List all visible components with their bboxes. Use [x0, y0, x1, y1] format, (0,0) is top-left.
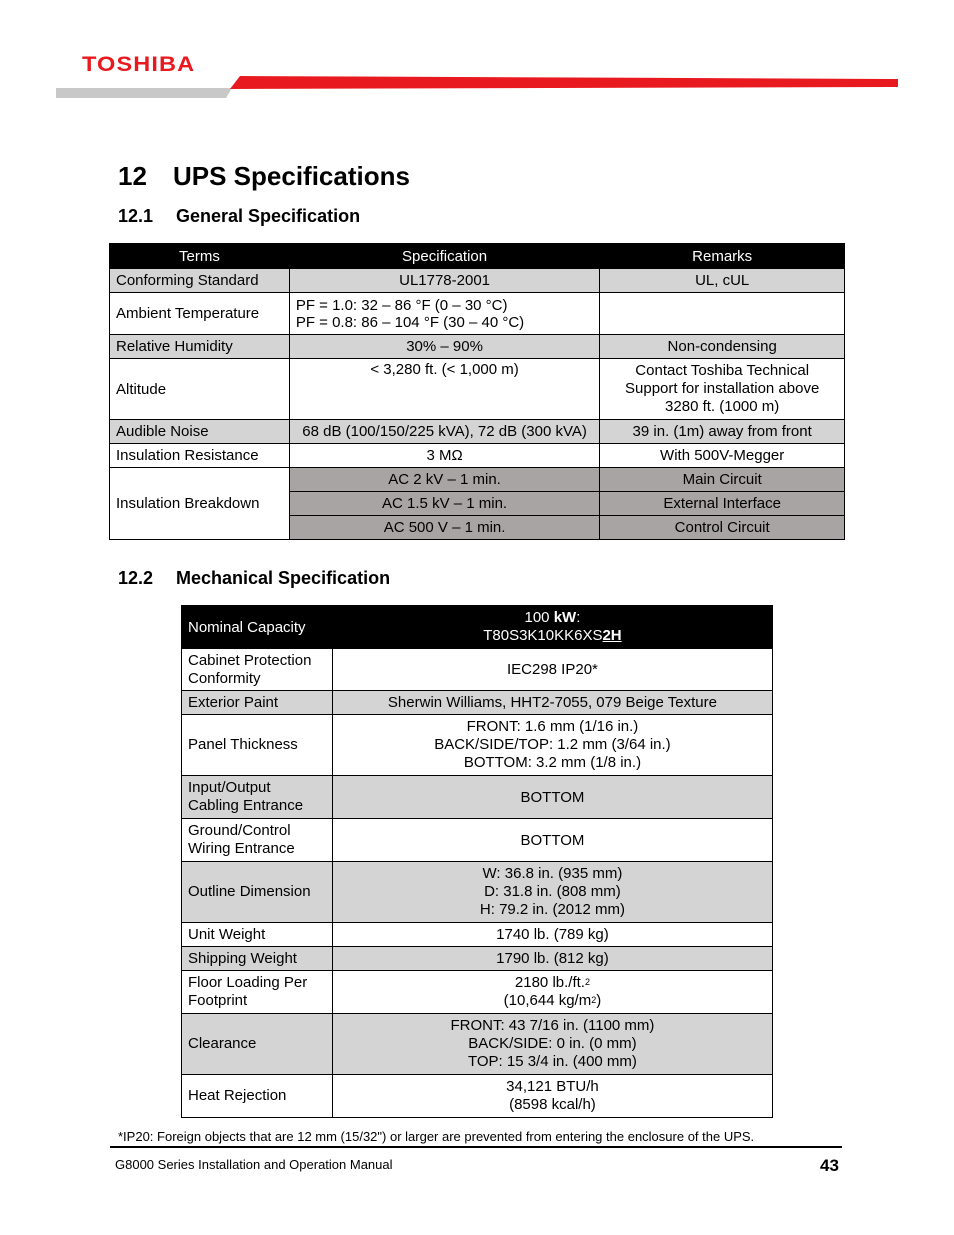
- remarks-line: Contact Toshiba Technical: [635, 362, 810, 379]
- label-cell: Heat Rejection: [182, 1075, 333, 1118]
- page-number: 43: [820, 1156, 839, 1175]
- model-number: [339, 627, 766, 645]
- table-row: [110, 269, 845, 293]
- remarks-cell: With 500V-Megger: [600, 444, 845, 468]
- table-header-row: [110, 244, 845, 269]
- value-text: (10,644 kg/m: [503, 992, 592, 1009]
- remarks-line: Support for installation above: [625, 380, 820, 397]
- value-text: 2180 lb./ft.: [514, 974, 585, 991]
- value-cell: [332, 1014, 772, 1075]
- value-cell: 1740 lb. (789 kg): [332, 923, 772, 947]
- term-cell: Ambient Temperature: [110, 293, 290, 335]
- value-line: H: 79.2 in. (2012 mm): [479, 901, 625, 918]
- chapter-heading: [118, 161, 410, 192]
- remarks-cell: Main Circuit: [600, 468, 845, 492]
- table-row: [110, 444, 845, 468]
- chapter-number: 12: [118, 161, 147, 191]
- value-line: D: 31.8 in. (808 mm): [484, 883, 621, 900]
- value-line: FRONT: 1.6 mm (1/16 in.): [466, 718, 639, 735]
- value-cell: IEC298 IP20*: [332, 649, 772, 691]
- table-header-row: [182, 606, 773, 649]
- spec-cell: 3 MΩ: [289, 444, 600, 468]
- label-cell: [182, 649, 333, 691]
- section-number: 12.2: [118, 568, 154, 588]
- label-cell: Unit Weight: [182, 923, 333, 947]
- value-cell: [332, 971, 772, 1014]
- label-line: Footprint: [188, 992, 248, 1009]
- spec-line: PF = 1.0: 32 – 86 °F (0 – 30 °C): [295, 296, 508, 314]
- model-prefix: T80S3K10KK6XS: [483, 627, 603, 644]
- superscript: 2: [591, 995, 597, 1005]
- spec-line: PF = 0.8: 86 – 104 °F (30 – 40 °C): [295, 313, 525, 331]
- capacity-number: 100: [524, 609, 554, 626]
- table-row: [182, 776, 773, 819]
- table-row: [110, 468, 845, 492]
- value-line: [339, 974, 766, 992]
- label-line: Input/Output: [188, 779, 271, 796]
- label-line: Conformity: [188, 669, 261, 687]
- value-line: [339, 992, 766, 1010]
- label-line: Floor Loading Per: [188, 974, 308, 991]
- footer-divider: [110, 1146, 842, 1148]
- table-row: [182, 1014, 773, 1075]
- term-cell: Insulation Breakdown: [110, 468, 290, 540]
- table-row: [182, 649, 773, 691]
- table-row: [182, 819, 773, 862]
- table-row: [182, 947, 773, 971]
- label-cell: Clearance: [182, 1014, 333, 1075]
- label-line: Cabling Entrance: [188, 797, 304, 814]
- label-cell: Shipping Weight: [182, 947, 333, 971]
- footnote: *IP20: Foreign objects that are 12 mm (15/32") or larger are prevented from entering the enclosure of the UPS.: [118, 1129, 755, 1144]
- value-line: BACK/SIDE/TOP: 1.2 mm (3/64 in.): [434, 736, 671, 753]
- spec-cell: [289, 293, 600, 335]
- table-row: [182, 862, 773, 923]
- section-number: 12.1: [118, 206, 154, 226]
- column-header: [332, 606, 772, 649]
- section-title: Mechanical Specification: [176, 568, 391, 588]
- value-line: TOP: 15 3/4 in. (400 mm): [467, 1053, 637, 1070]
- value-cell: BOTTOM: [332, 776, 772, 819]
- manual-title: G8000 Series Installation and Operation Manual: [115, 1157, 393, 1172]
- table-row: [182, 691, 773, 715]
- value-cell: [332, 715, 772, 776]
- table-row: [110, 359, 845, 420]
- column-header: Terms: [110, 244, 290, 269]
- remarks-cell: UL, cUL: [600, 269, 845, 293]
- capacity-value: [339, 609, 766, 627]
- label-cell: Exterior Paint: [182, 691, 333, 715]
- remarks-cell: Control Circuit: [600, 516, 845, 540]
- header-bar-red: [230, 76, 898, 89]
- label-cell: [182, 971, 333, 1014]
- remarks-cell: 39 in. (1m) away from front: [600, 420, 845, 444]
- term-cell: Audible Noise: [110, 420, 290, 444]
- remarks-line: 3280 ft. (1000 m): [665, 398, 780, 415]
- table-row: [110, 335, 845, 359]
- value-line: W: 36.8 in. (935 mm): [482, 865, 623, 882]
- capacity-unit: kW: [553, 609, 577, 626]
- column-header: Nominal Capacity: [182, 606, 333, 649]
- value-cell: [332, 862, 772, 923]
- label-cell: Outline Dimension: [182, 862, 333, 923]
- chapter-title: UPS Specifications: [173, 161, 410, 191]
- value-line: BACK/SIDE: 0 in. (0 mm): [468, 1035, 637, 1052]
- spec-cell: AC 2 kV – 1 min.: [289, 468, 600, 492]
- mechanical-spec-table: [181, 605, 773, 1118]
- table-row: [110, 420, 845, 444]
- section-heading-mechanical: [118, 568, 390, 589]
- table-row: [182, 923, 773, 947]
- label-line: Cabinet Protection: [188, 651, 312, 669]
- spec-cell: 68 dB (100/150/225 kVA), 72 dB (300 kVA): [289, 420, 600, 444]
- table-row: [182, 1075, 773, 1118]
- term-cell: Insulation Resistance: [110, 444, 290, 468]
- spec-cell: AC 1.5 kV – 1 min.: [289, 492, 600, 516]
- label-line: Ground/Control: [188, 822, 291, 839]
- section-heading-general: [118, 206, 360, 227]
- label-cell: [182, 819, 333, 862]
- value-line: FRONT: 43 7/16 in. (1100 mm): [450, 1017, 655, 1034]
- column-header: Specification: [289, 244, 600, 269]
- table-row: [182, 971, 773, 1014]
- spec-cell: < 3,280 ft. (< 1,000 m): [289, 359, 600, 420]
- spec-cell: UL1778-2001: [289, 269, 600, 293]
- header-bar-gray: [56, 88, 232, 98]
- header-bar: [56, 76, 898, 98]
- remarks-cell: [600, 293, 845, 335]
- label-cell: [182, 776, 333, 819]
- value-line: 34,121 BTU/h: [506, 1078, 599, 1095]
- value-cell: 1790 lb. (812 kg): [332, 947, 772, 971]
- table-row: [182, 715, 773, 776]
- value-line: BOTTOM: 3.2 mm (1/8 in.): [463, 754, 642, 771]
- label-line: Wiring Entrance: [188, 840, 295, 857]
- section-title: General Specification: [176, 206, 361, 226]
- column-header: Remarks: [600, 244, 845, 269]
- remarks-cell: [600, 359, 845, 420]
- remarks-cell: External Interface: [600, 492, 845, 516]
- value-text: ): [596, 992, 602, 1009]
- value-cell: [332, 1075, 772, 1118]
- model-suffix: 2H: [602, 627, 622, 644]
- capacity-colon: :: [576, 609, 581, 626]
- label-cell: Panel Thickness: [182, 715, 333, 776]
- remarks-cell: Non-condensing: [600, 335, 845, 359]
- toshiba-logo: TOSHIBA: [82, 53, 196, 76]
- value-cell: Sherwin Williams, HHT2-7055, 079 Beige Texture: [332, 691, 772, 715]
- general-spec-table: [109, 243, 845, 540]
- table-row: [110, 293, 845, 335]
- term-cell: Conforming Standard: [110, 269, 290, 293]
- spec-cell: 30% – 90%: [289, 335, 600, 359]
- spec-cell: AC 500 V – 1 min.: [289, 516, 600, 540]
- superscript: 2: [584, 977, 590, 987]
- term-cell: Relative Humidity: [110, 335, 290, 359]
- value-line: (8598 kcal/h): [509, 1096, 596, 1113]
- term-cell: Altitude: [110, 359, 290, 420]
- value-cell: BOTTOM: [332, 819, 772, 862]
